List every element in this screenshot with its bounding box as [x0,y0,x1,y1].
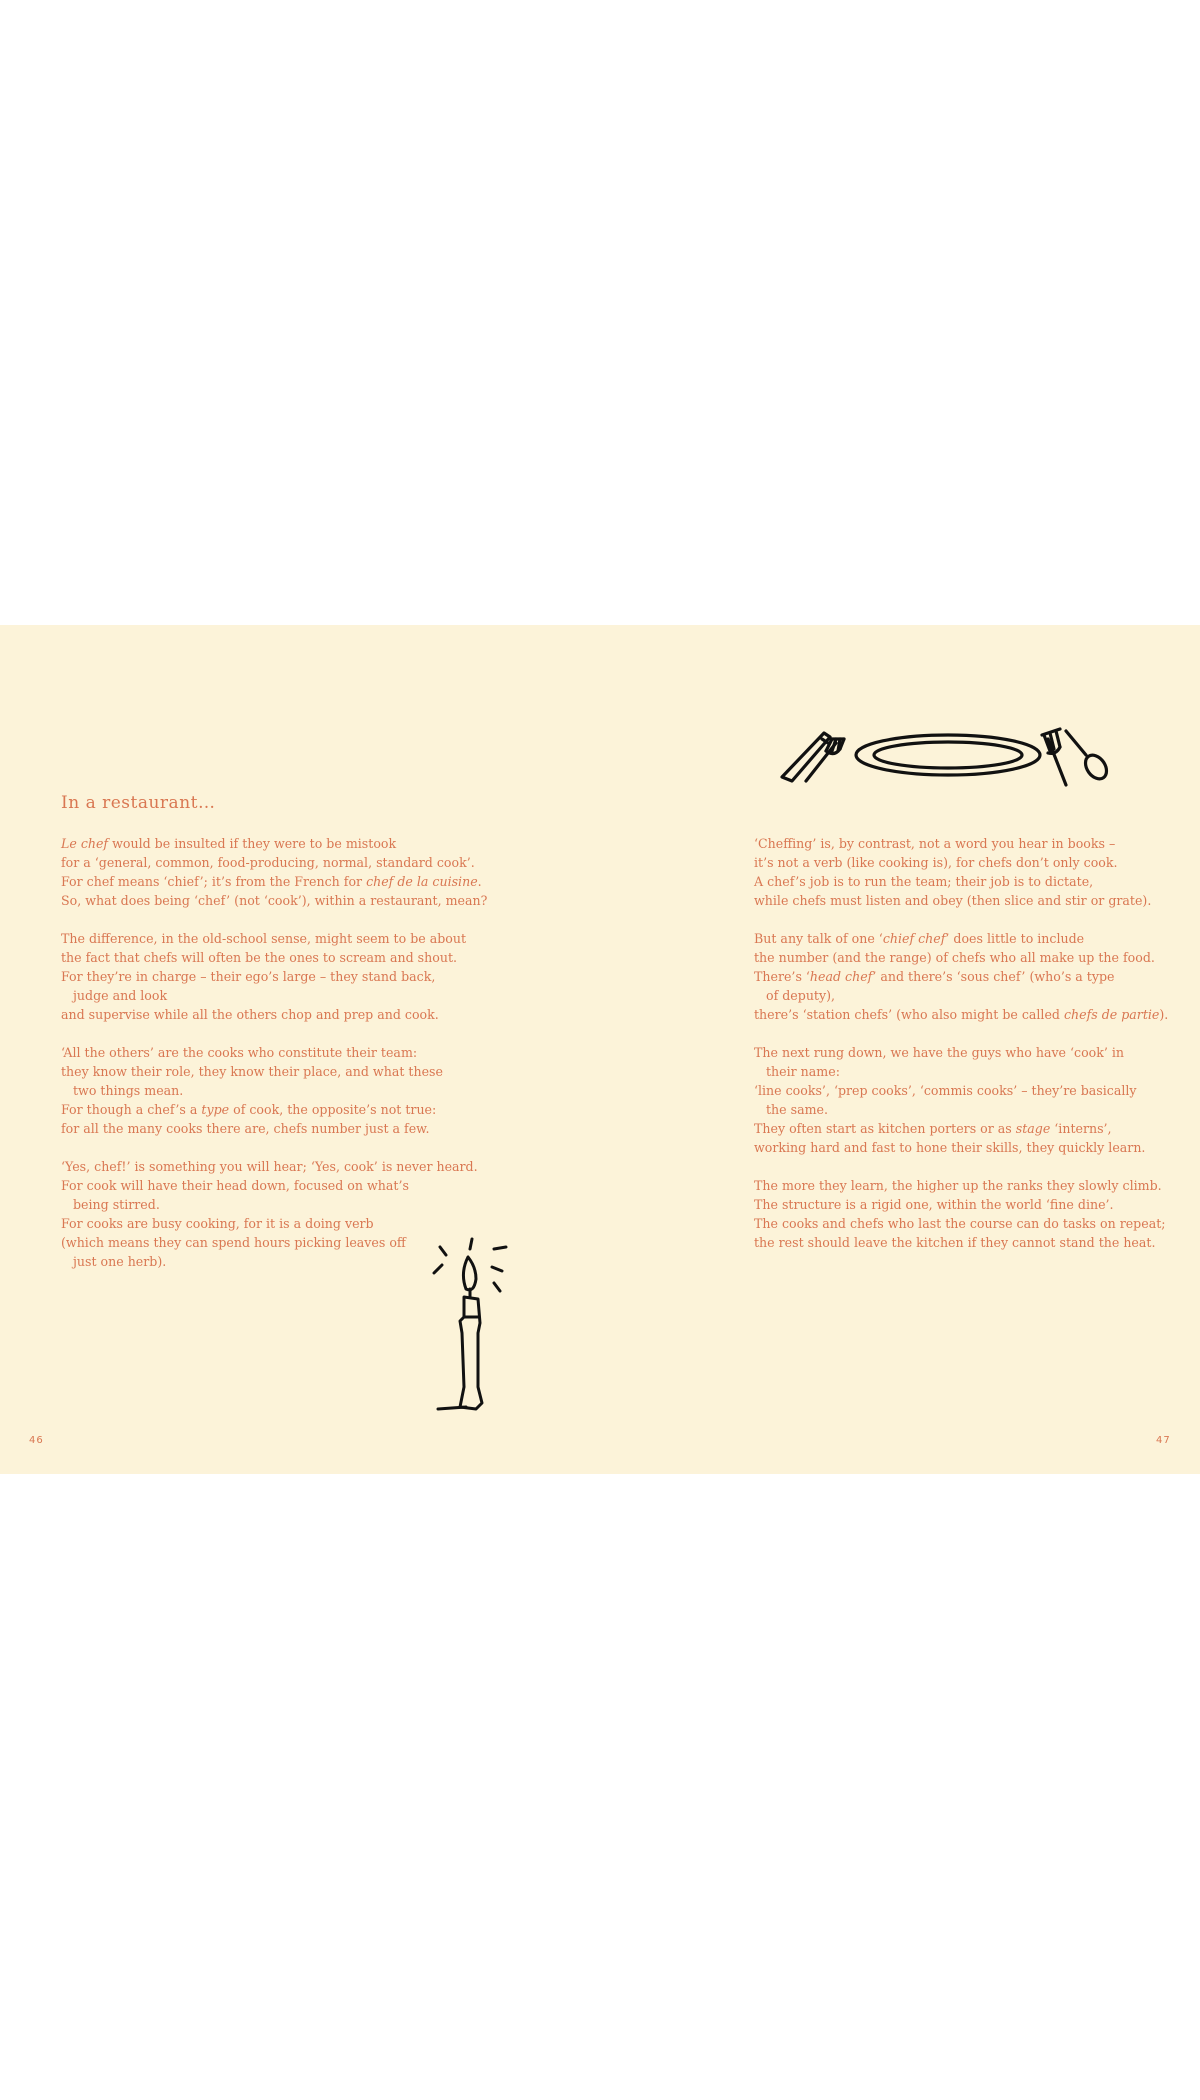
text-segment: of cook, the opposite’s not true: [229,1102,437,1117]
text-segment: A chef’s job is to run the team; their job is to dictate, [754,874,1094,889]
text-segment: ‘interns’, [1050,1121,1112,1136]
poem-line [61,834,487,853]
poem-line [754,1233,1168,1252]
candle-icon [432,1237,512,1423]
poem-line [61,986,487,1005]
poem-line [61,1081,487,1100]
poem-line [754,948,1168,967]
poem-line [754,1176,1168,1195]
text-segment: The cooks and chefs who last the course can do tasks on repeat; [754,1216,1166,1231]
text-segment: ‘Yes, chef!’ is something you will hear; ‘Yes, cook’ is never heard. [61,1159,478,1174]
italic-segment: stage [1015,1121,1051,1136]
text-segment: the fact that chefs will often be the ones to scream and shout. [61,950,458,965]
stanza-break [61,1024,487,1043]
page-number-left: 46 [29,1435,44,1446]
text-segment: judge and look [73,988,168,1003]
text-segment: for a ‘general, common, food-producing, normal, standard cook’. [61,855,475,870]
poem-line [61,1119,487,1138]
text-segment: ’ does little to include [945,931,1085,946]
text-segment: ‘line cooks’, ‘prep cooks’, ‘commis cooks’ – they’re basically [754,1083,1137,1098]
italic-segment: chefs de partie [1063,1007,1160,1022]
book-spread [0,625,1200,1474]
poem-right-column [754,834,1168,1252]
text-segment: of deputy), [766,988,836,1003]
poem-line [61,1100,487,1119]
stanza-break [754,910,1168,929]
poem-line [61,1214,487,1233]
poem-line [61,948,487,967]
text-segment: there’s ‘station chefs’ (who also might be called [754,1007,1064,1022]
text-segment: The difference, in the old-school sense, might seem to be about [61,931,467,946]
text-segment: (which means they can spend hours picking leaves off [61,1235,406,1250]
text-segment: For though a chef’s a [61,1102,202,1117]
poem-line [754,1005,1168,1024]
poem-line [754,929,1168,948]
text-segment: For cooks are busy cooking, for it is a doing verb [61,1216,374,1231]
poem-line [61,853,487,872]
text-segment: They often start as kitchen porters or as [754,1121,1016,1136]
poem-line [754,891,1168,910]
text-segment: the rest should leave the kitchen if they cannot stand the heat. [754,1235,1156,1250]
stanza-break [61,1138,487,1157]
poem-line [754,1062,1168,1081]
text-segment: For they’re in charge – their ego’s large – they stand back, [61,969,436,984]
stanza-break [754,1157,1168,1176]
text-segment: working hard and fast to hone their skills, they quickly learn. [754,1140,1146,1155]
poem-left-column [61,834,487,1271]
poem-line [754,1214,1168,1233]
text-segment: The more they learn, the higher up the ranks they slowly climb. [754,1178,1162,1193]
poem-line [754,1119,1168,1138]
italic-segment: type [201,1102,230,1117]
italic-segment: chief chef [882,931,946,946]
stanza-break [61,910,487,929]
poem-line [61,891,487,910]
section-heading: In a restaurant… [61,793,216,813]
poem-line [61,1005,487,1024]
poem-line [754,853,1168,872]
text-segment: the number (and the range) of chefs who all make up the food. [754,950,1155,965]
poem-line [61,1195,487,1214]
text-segment: The next rung down, we have the guys who have ‘cook’ in [754,1045,1125,1060]
poem-line [754,967,1168,986]
text-segment: while chefs must listen and obey (then slice and stir or grate). [754,893,1152,908]
italic-segment: Le chef [61,836,109,851]
poem-line [61,1062,487,1081]
text-segment: being stirred. [73,1197,160,1212]
place-setting-icon [778,725,1118,795]
text-segment: just one herb). [73,1254,167,1269]
page-number-right: 47 [1156,1435,1171,1446]
text-segment: The structure is a rigid one, within the world ‘fine dine’. [754,1197,1114,1212]
poem-line [61,1233,487,1252]
text-segment: and supervise while all the others chop and prep and cook. [61,1007,439,1022]
poem-line [61,967,487,986]
text-segment: would be insulted if they were to be mistook [108,836,397,851]
poem-line [61,1043,487,1062]
text-segment: two things mean. [73,1083,184,1098]
poem-line [754,872,1168,891]
text-segment: ‘All the others’ are the cooks who constitute their team: [61,1045,418,1060]
text-segment: There’s ‘ [754,969,810,984]
text-segment: ). [1159,1007,1169,1022]
poem-line [61,872,487,891]
text-segment: So, what does being ‘chef’ (not ‘cook’), within a restaurant, mean? [61,893,488,908]
poem-line [754,1081,1168,1100]
text-segment: ’ and there’s ‘sous chef’ (who’s a type [872,969,1115,984]
text-segment: the same. [766,1102,828,1117]
text-segment: for all the many cooks there are, chefs number just a few. [61,1121,430,1136]
poem-line [754,986,1168,1005]
poem-line [61,1157,487,1176]
text-segment: it’s not a verb (like cooking is), for chefs don’t only cook. [754,855,1118,870]
text-segment: For cook will have their head down, focused on what’s [61,1178,409,1193]
text-segment: they know their role, they know their place, and what these [61,1064,443,1079]
text-segment: For chef means ‘chief’; it’s from the French for [61,874,367,889]
poem-line [754,834,1168,853]
text-segment: ‘Cheffing’ is, by contrast, not a word you hear in books – [754,836,1116,851]
stanza-break [754,1024,1168,1043]
poem-line [61,1176,487,1195]
poem-line [754,1043,1168,1062]
poem-line [754,1138,1168,1157]
poem-line [754,1195,1168,1214]
poem-line [754,1100,1168,1119]
poem-line [61,929,487,948]
italic-segment: head chef [809,969,873,984]
text-segment: their name: [766,1064,840,1079]
poem-line [61,1252,487,1271]
text-segment: But any talk of one ‘ [754,931,883,946]
text-segment: . [477,874,482,889]
italic-segment: chef de la cuisine [366,874,478,889]
